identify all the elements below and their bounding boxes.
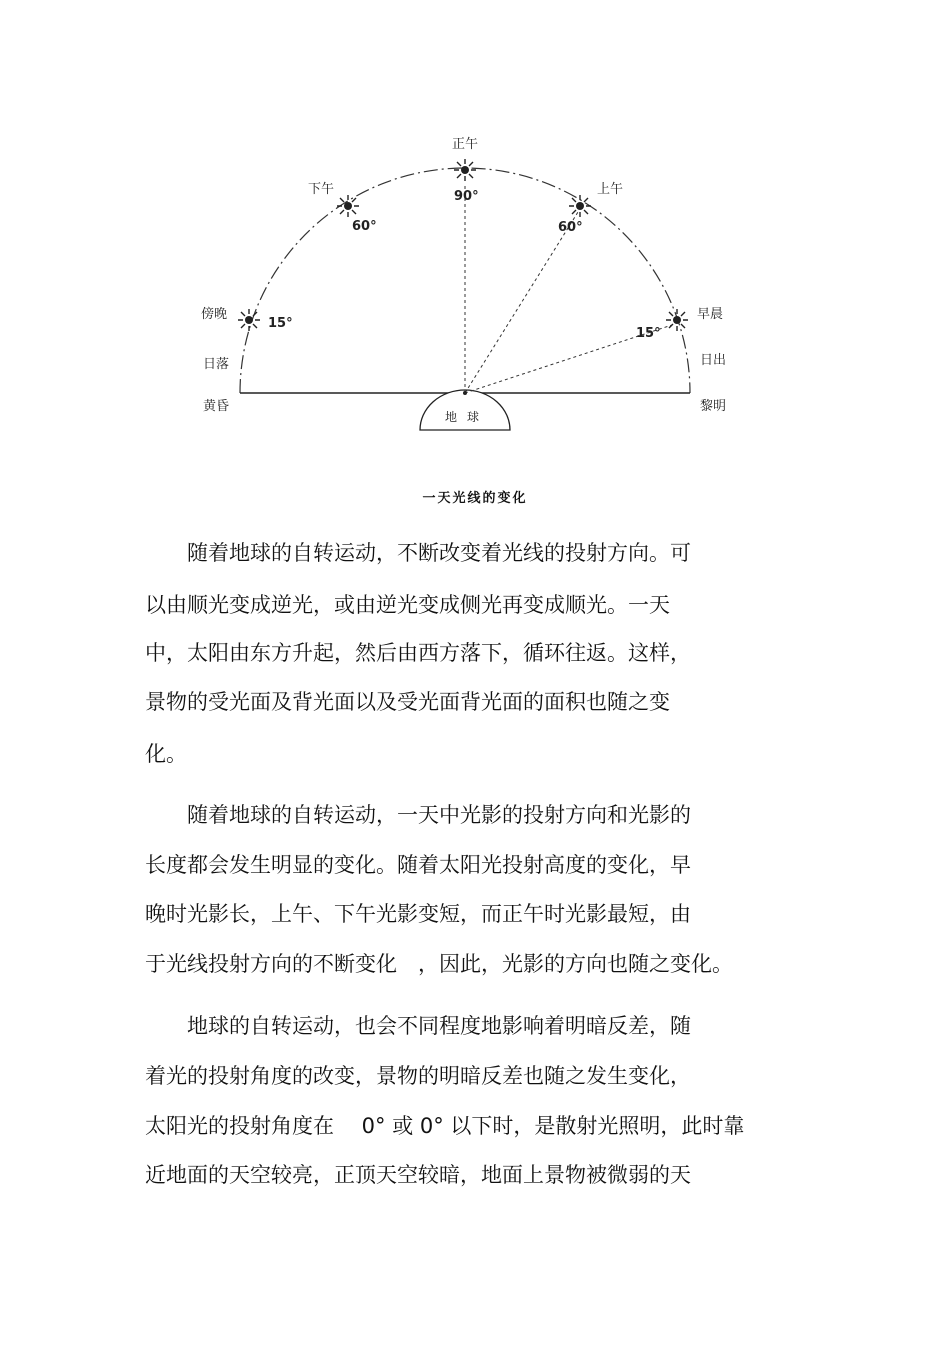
sun-icon-afternoon (337, 195, 359, 217)
angle-dusk: 15° (268, 316, 293, 331)
sun-icon-morning (569, 195, 591, 217)
earth-label: 地球 (445, 410, 490, 424)
label-sunrise: 日出 (700, 353, 727, 368)
label-dawn: 黎明 (700, 399, 727, 414)
angle-morning: 60° (558, 220, 583, 235)
label-noon: 正午 (452, 137, 479, 152)
label-morning: 上午 (597, 182, 624, 197)
daylight-diagram (0, 0, 950, 480)
angle-early-morning: 15° (636, 326, 661, 341)
angle-afternoon: 60° (352, 219, 377, 234)
label-evening: 黄昏 (203, 399, 230, 414)
text-line: 景物的受光面及背光面以及受光面背光面的面积也随之变 (145, 690, 670, 714)
angle-noon: 90° (454, 189, 479, 204)
text-line: 化。 (145, 742, 187, 766)
sun-icon-early-morning (666, 309, 688, 331)
text-line: 随着地球的自转运动，一天中光影的投射方向和光影的 (145, 803, 691, 827)
label-early-morning: 早晨 (697, 307, 724, 322)
sun-icon-dusk (238, 309, 260, 331)
label-sunset: 日落 (203, 357, 230, 372)
text-line: 随着地球的自转运动，不断改变着光线的投射方向。可 (145, 541, 691, 565)
figure-caption: 一天光线的变化 (422, 491, 528, 506)
text-line: 着光的投射角度的改变，景物的明暗反差也随之发生变化， (145, 1064, 691, 1088)
text-line: 以由顺光变成逆光，或由逆光变成侧光再变成顺光。一天 (145, 593, 670, 617)
text-line: 地球的自转运动，也会不同程度地影响着明暗反差，随 (145, 1014, 691, 1038)
label-dusk: 傍晚 (201, 307, 228, 322)
label-afternoon: 下午 (308, 182, 335, 197)
text-line: 晚时光影长，上午、下午光影变短，而正午时光影最短，由 (145, 902, 691, 926)
observer-point (463, 391, 467, 395)
text-line: 中，太阳由东方升起，然后由西方落下，循环往返。这样， (145, 641, 691, 665)
text-line: 太阳光的投射角度在 0° 或 0° 以下时，是散射光照明，此时靠 (145, 1114, 745, 1138)
text-line: 长度都会发生明显的变化。随着太阳光投射高度的变化，早 (145, 853, 691, 877)
sun-icon-noon (454, 159, 476, 181)
text-line: 近地面的天空较亮，正顶天空较暗，地面上景物被微弱的天 (145, 1163, 691, 1187)
ray-morning (465, 212, 578, 393)
text-line: 于光线投射方向的不断变化 ，因此，光影的方向也随之变化。 (145, 952, 733, 976)
